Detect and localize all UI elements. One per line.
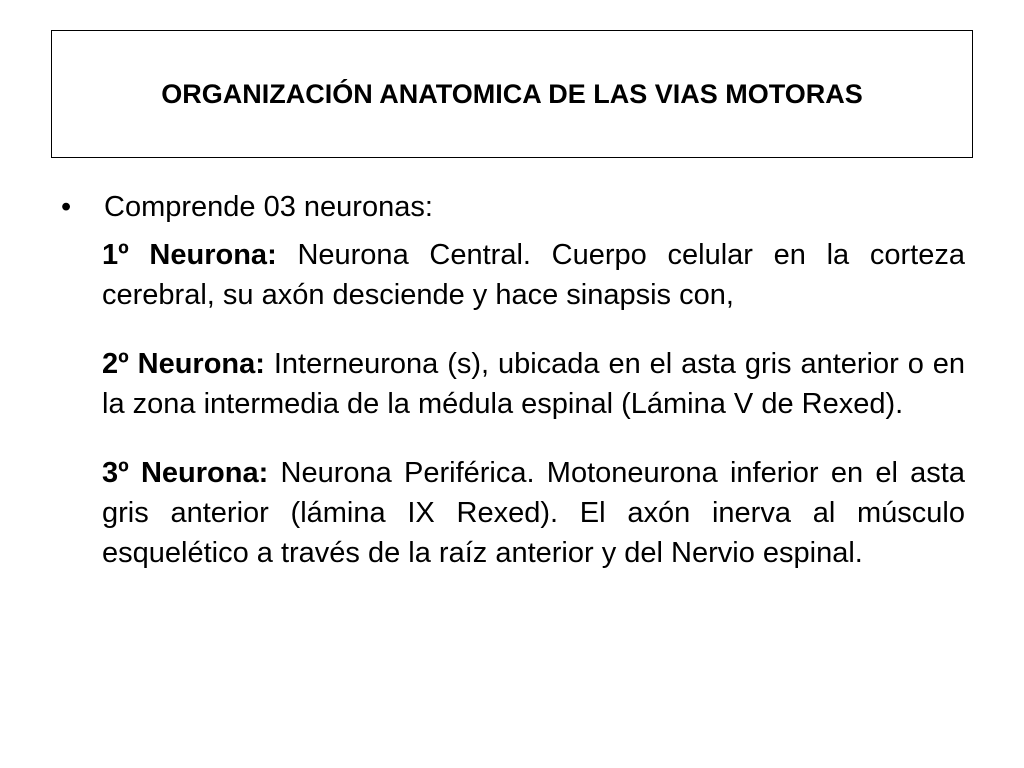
slide-content [59, 187, 965, 602]
neuron-2-paragraph [102, 344, 965, 424]
slide-title: ORGANIZACIÓN ANATOMICA DE LAS VIAS MOTORAS [161, 78, 863, 109]
title-box [51, 30, 973, 158]
bullet-item [59, 187, 965, 227]
neuron-1-paragraph [102, 235, 965, 315]
neuron-1-label: 1º Neurona: [102, 239, 277, 271]
neuron-1-text: Neurona Central. Cuerpo celular en la corteza cerebral, su axón desciende y hace sinapsis con, [102, 239, 965, 311]
neuron-3-paragraph [102, 453, 965, 573]
bullet-text: Comprende 03 neuronas: [104, 191, 433, 223]
neuron-3-label: 3º Neurona: [102, 457, 269, 489]
neuron-2-text: Interneurona (s), ubicada en el asta gris anterior o en la zona intermedia de la médula espinal (Lámina V de Rexed). [102, 348, 965, 420]
bullet-icon: • [61, 191, 72, 223]
neuron-2-label: 2º Neurona: [102, 348, 265, 380]
neuron-3-text: Neurona Periférica. Motoneurona inferior en el asta gris anterior (lámina IX Rexed). El axón inerva al músculo esquelético a través de la raíz anterior y del Nervio espinal. [102, 457, 965, 569]
